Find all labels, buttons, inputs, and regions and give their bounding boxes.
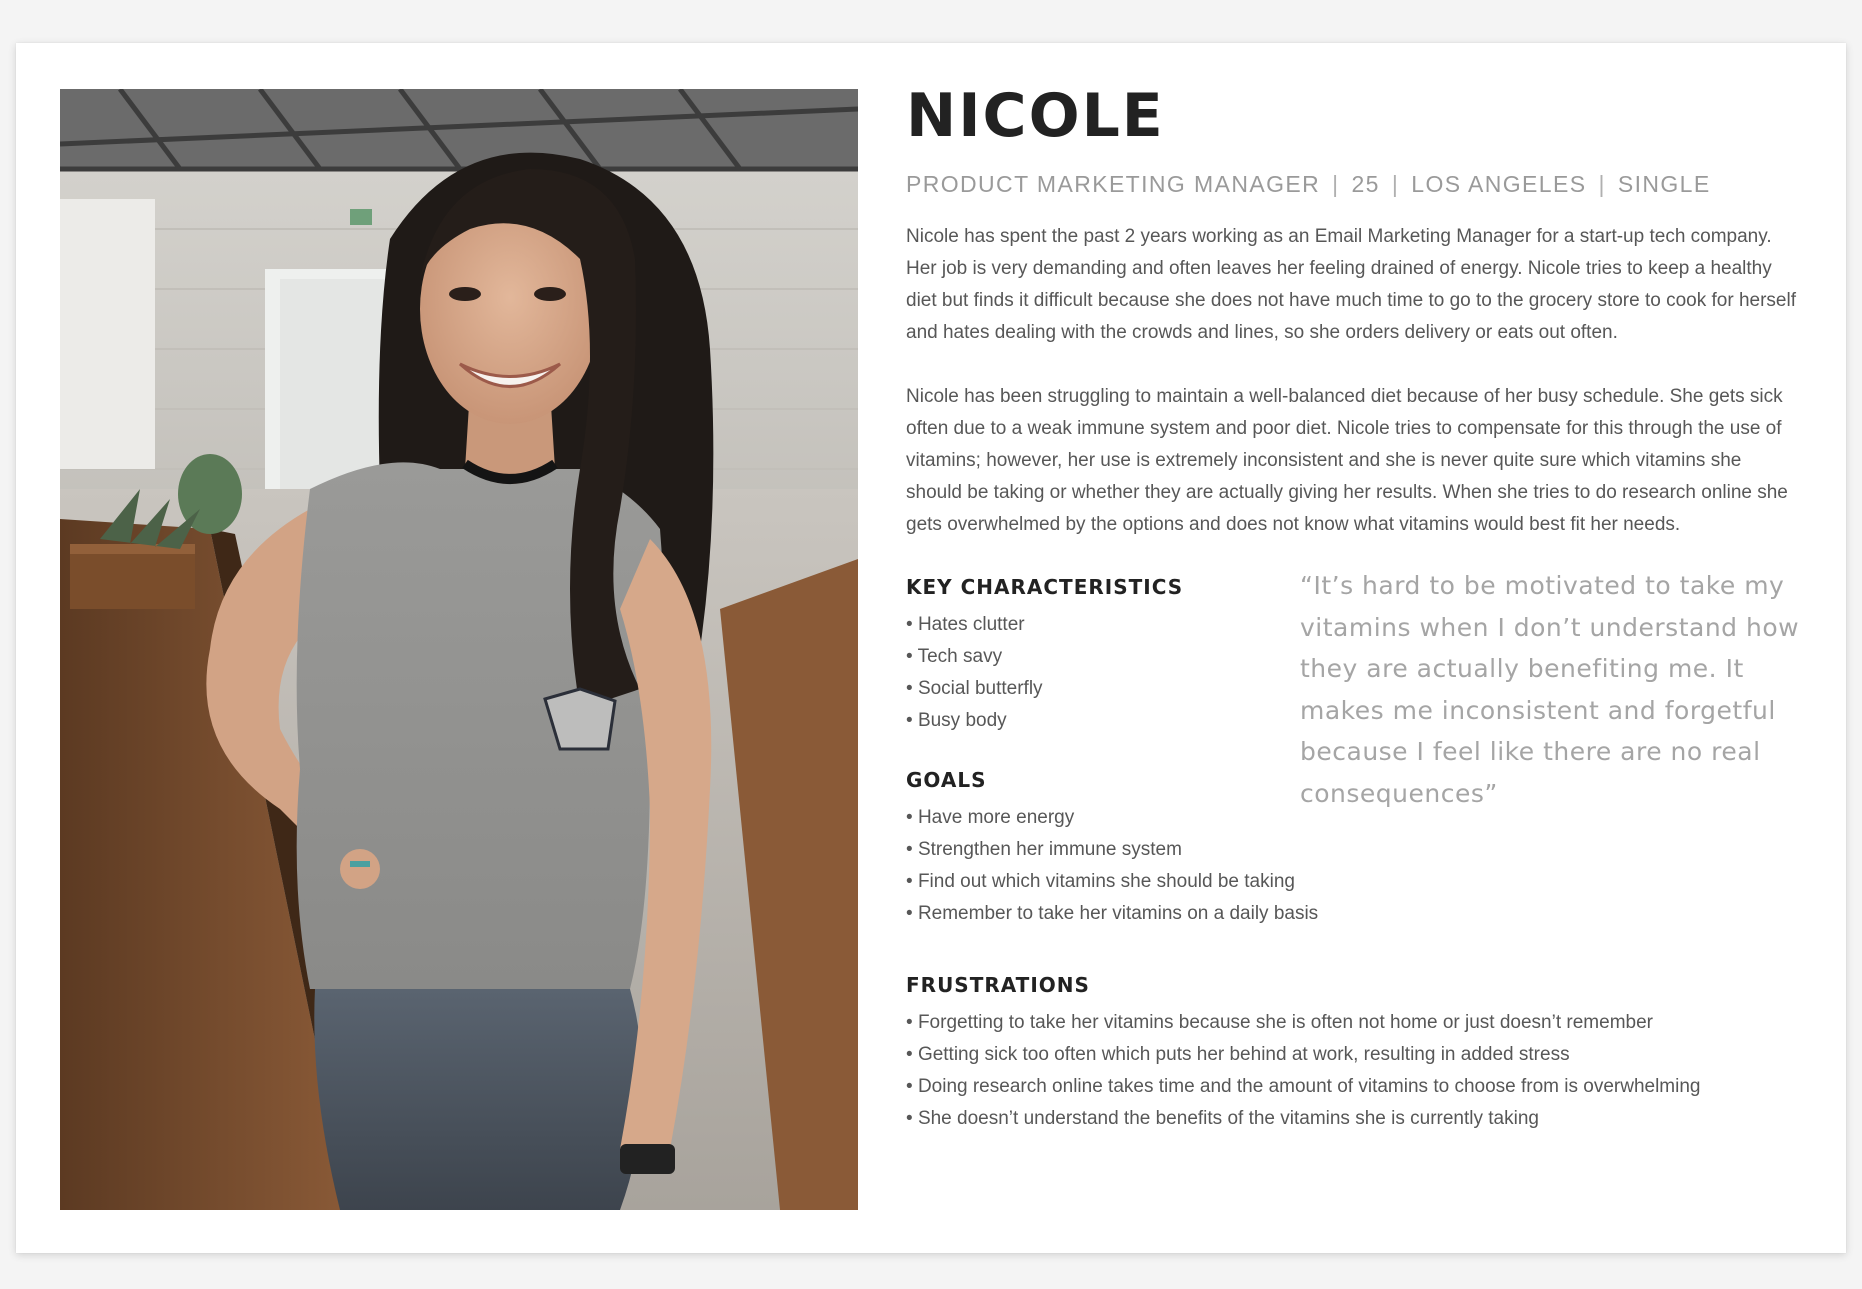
meta-separator: | (1598, 171, 1606, 197)
list-item: • Tech savy (906, 641, 1296, 673)
goals-title: GOALS (906, 768, 987, 792)
list-item: • Forgetting to take her vitamins because she is often not home or just doesn’t remember (906, 1007, 1806, 1039)
persona-location: LOS ANGELES (1411, 171, 1587, 197)
goals-section (906, 766, 1606, 930)
meta-separator: | (1391, 171, 1400, 197)
bio-paragraph: Nicole has spent the past 2 years working as an Email Marketing Manager for a start-up tech company. Her job is very demanding and often leaves her feeling drained of energy. Nicole tries to keep a healthy diet but finds it difficult because she does not have much time to go to the grocery store to cook for herself and hates dealing with the crowds and lines, so she orders delivery or eats out often. (906, 226, 1796, 343)
persona-details (906, 573, 1806, 1173)
persona-status: SINGLE (1617, 171, 1711, 197)
meta-separator: | (1332, 171, 1340, 197)
list-item: • Doing research online takes time and the amount of vitamins to choose from is overwhelming (906, 1071, 1806, 1103)
bio-paragraph: Nicole has been struggling to maintain a well-balanced diet because of her busy schedule. She gets sick often due to a weak immune system and poor diet. Nicole tries to compensate for this through the use of vitamins; however, her use is extremely inconsistent and she is never quite sure which vitamins she should be taking or whether they are actually giving her results. When she tries to do research online she gets overwhelmed by the options and does not know what vitamins would best fit her needs. (906, 386, 1788, 535)
frustrations-list (906, 1007, 1806, 1135)
list-item: • Strengthen her immune system (906, 834, 1606, 866)
persona-bio (906, 221, 1796, 541)
goals-list (906, 802, 1606, 930)
persona-photo (60, 89, 858, 1210)
list-item: • Have more energy (906, 802, 1606, 834)
persona-meta (906, 169, 1806, 199)
frustrations-section (906, 971, 1806, 1135)
list-item: • Busy body (906, 705, 1296, 737)
key-characteristics-list (906, 609, 1296, 737)
list-item: • Remember to take her vitamins on a daily basis (906, 898, 1606, 930)
persona-role: PRODUCT MARKETING MANAGER (906, 171, 1321, 197)
persona-age: 25 (1351, 171, 1380, 197)
persona-content (906, 81, 1806, 1173)
list-item: • She doesn’t understand the benefits of the vitamins she is currently taking (906, 1103, 1806, 1135)
frustrations-title: FRUSTRATIONS (906, 973, 1090, 997)
persona-name: NICOLE (906, 81, 1165, 151)
list-item: • Social butterfly (906, 673, 1296, 705)
list-item: • Find out which vitamins she should be taking (906, 866, 1606, 898)
persona-photo-illustration (60, 89, 858, 1210)
list-item: • Getting sick too often which puts her behind at work, resulting in added stress (906, 1039, 1806, 1071)
list-item: • Hates clutter (906, 609, 1296, 641)
persona-card (16, 43, 1846, 1253)
persona-quote: “It’s hard to be motivated to take my vitamins when I don’t understand how they are actually benefiting me. It makes me inconsistent and forgetful because I feel like there are no real consequences” (1300, 571, 1800, 808)
key-characteristics-title: KEY CHARACTERISTICS (906, 575, 1184, 599)
key-characteristics-section (906, 573, 1296, 737)
